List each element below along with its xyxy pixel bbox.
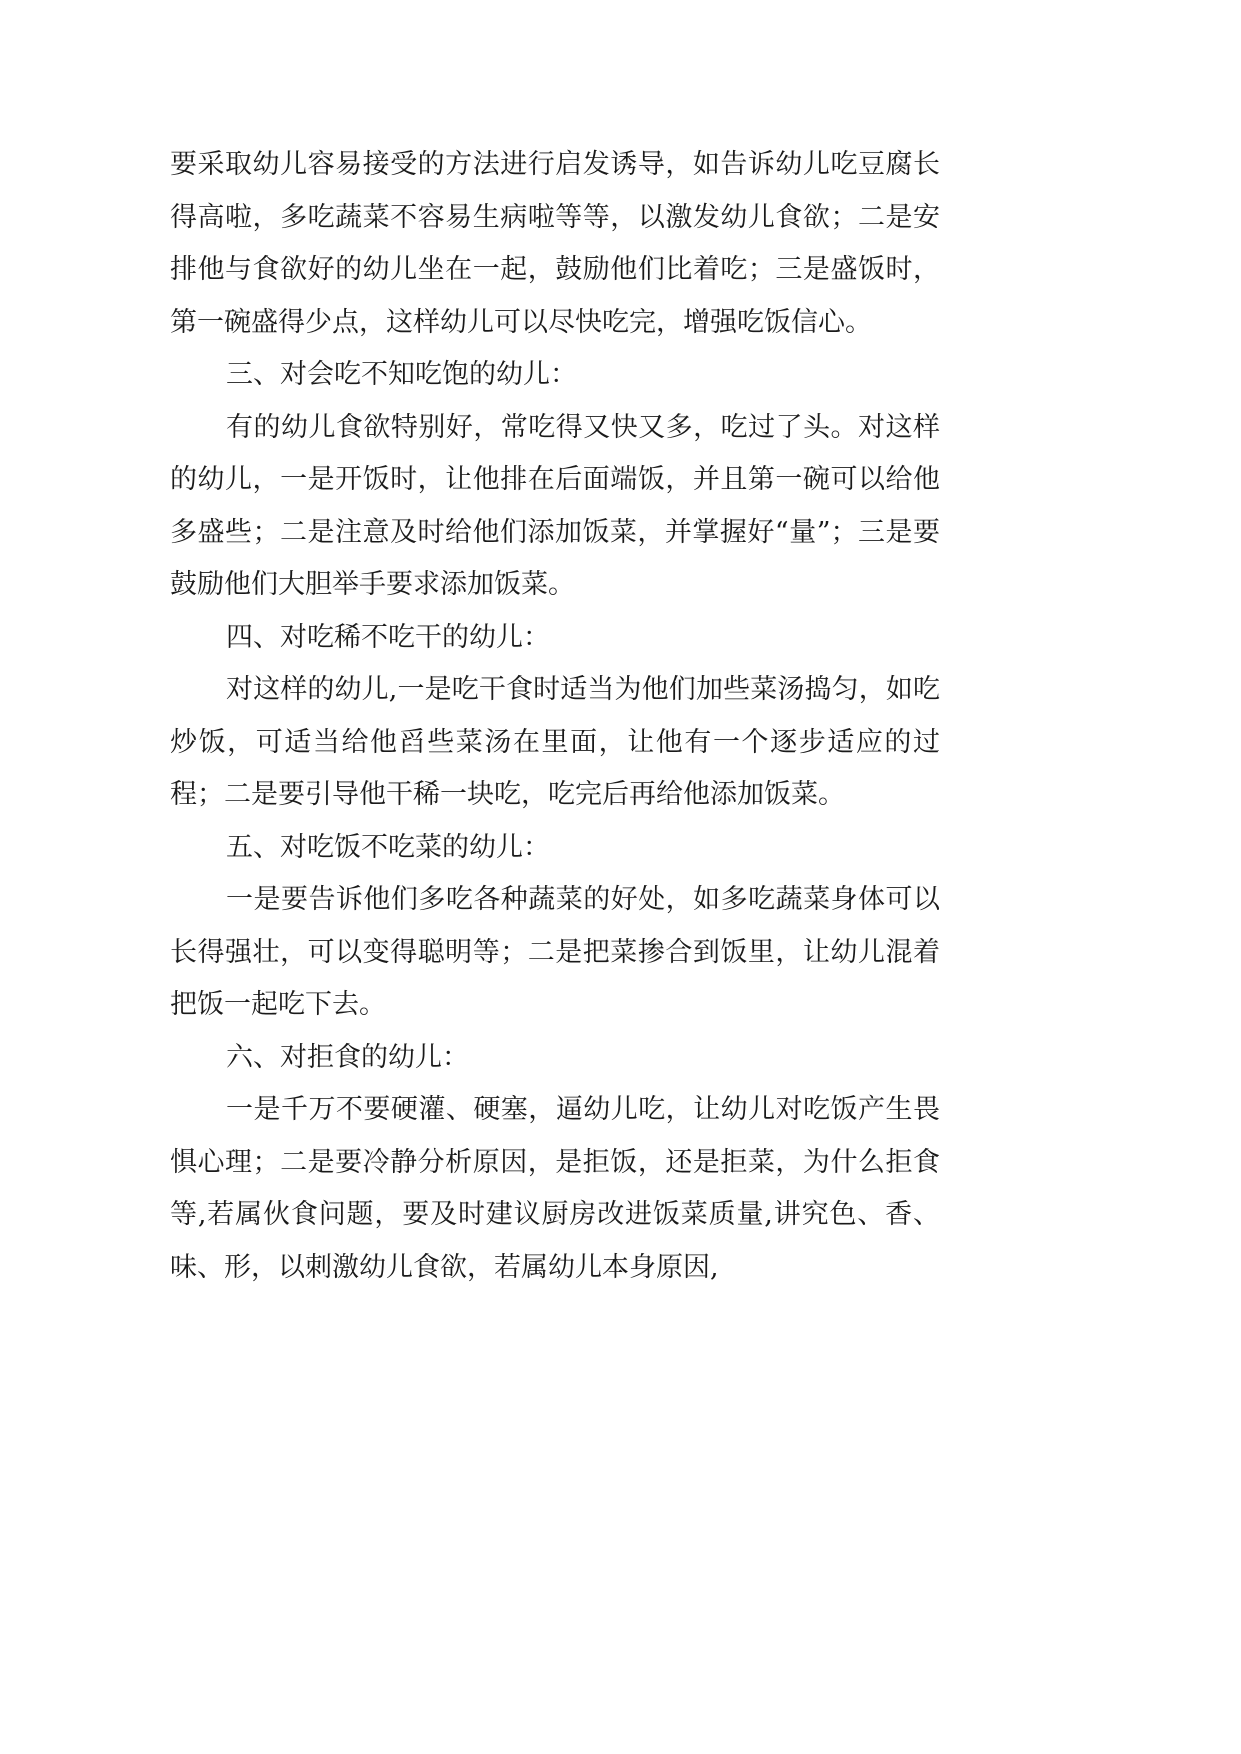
paragraph-section-6: 一是千万不要硬灌、硬塞，逼幼儿吃，让幼儿对吃饭产生畏惧心理；二是要冷静分析原因，是拒饭，还是拒菜，为什么拒食等,若属伙食问题，要及时建议厨房改进饭菜质量,讲究色、香、味、形，以刺激幼儿食欲，若属幼儿本身原因, <box>170 1094 940 1283</box>
paragraph-continuation: 要采取幼儿容易接受的方法进行启发诱导，如告诉幼儿吃豆腐长得高啦，多吃蔬菜不容易生病啦等等，以激发幼儿食欲；二是安排他与食欲好的幼儿坐在一起，鼓励他们比着吃；三是盛饭时，第一碗盛得少点，这样幼儿可以尽快吃完，增强吃饭信心。 <box>170 149 940 338</box>
paragraph-section-3: 有的幼儿食欲特别好，常吃得又快又多，吃过了头。对这样的幼儿，一是开饭时，让他排在后面端饭，并且第一碗可以给他多盛些；二是注意及时给他们添加饭菜，并掌握好“量”；三是要鼓励他们大胆举手要求添加饭菜。 <box>170 411 940 600</box>
paragraph-section-5: 一是要告诉他们多吃各种蔬菜的好处，如多吃蔬菜身体可以长得强壮，可以变得聪明等；二是把菜掺合到饭里，让幼儿混着把饭一起吃下去。 <box>170 884 940 1020</box>
section-heading-3: 三、对会吃不知吃饱的幼儿： <box>226 359 577 390</box>
section-heading-5: 五、对吃饭不吃菜的幼儿： <box>226 831 550 863</box>
paragraph-section-4: 对这样的幼儿,一是吃干食时适当为他们加些菜汤捣匀，如吃炒饭，可适当给他舀些菜汤在里面，让他有一个逐步适应的过程；二是要引导他干稀一块吃，吃完后再给他添加饭菜。 <box>170 674 940 810</box>
body-text <box>170 139 940 1294</box>
section-heading-4: 四、对吃稀不吃干的幼儿： <box>226 621 550 653</box>
section-heading-6: 六、对拒食的幼儿： <box>226 1041 469 1073</box>
